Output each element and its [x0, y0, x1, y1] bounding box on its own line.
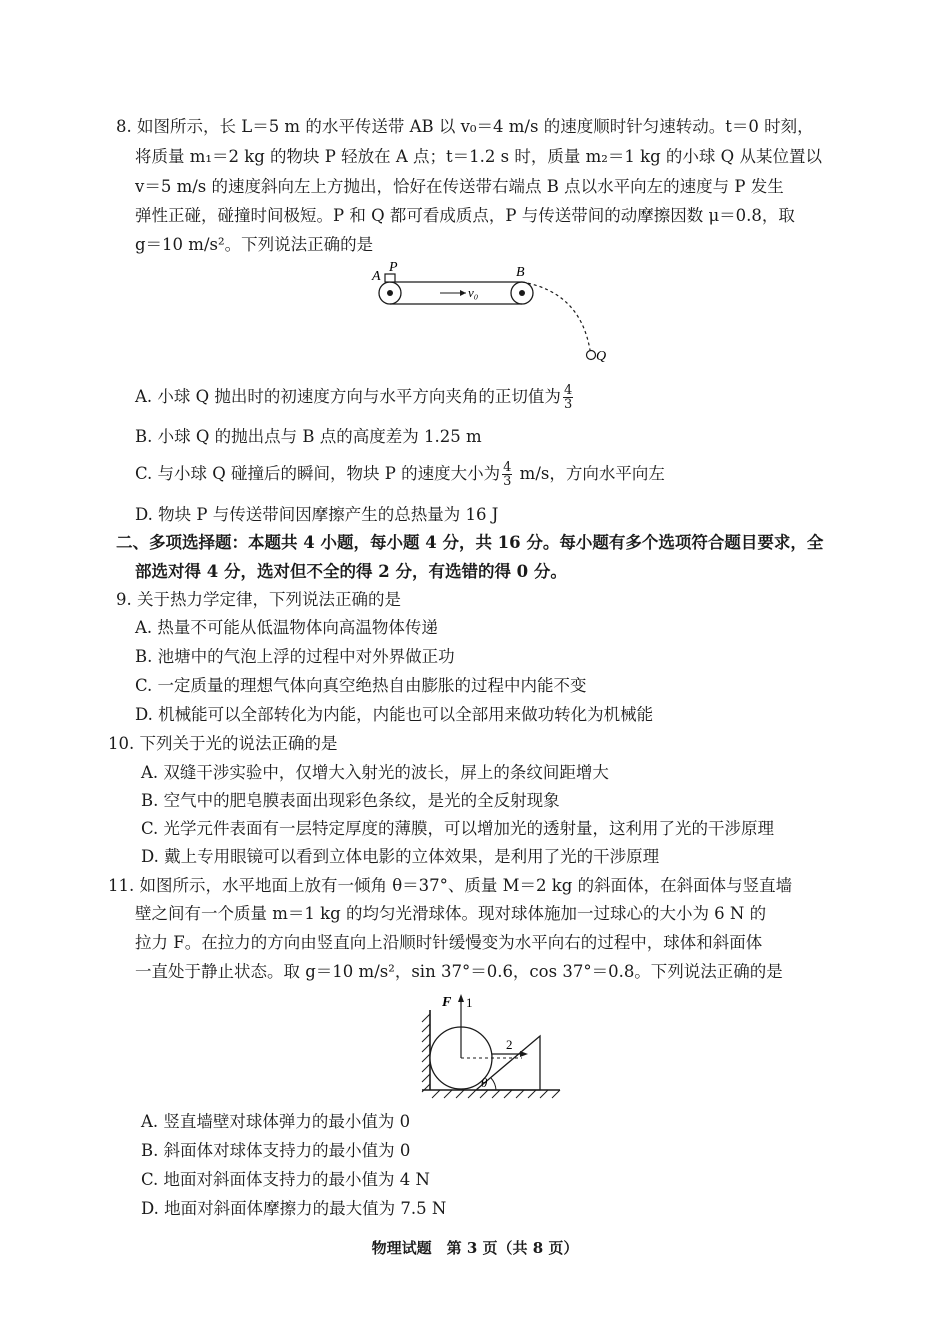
- block-p: [385, 274, 395, 282]
- label-v0: v₀: [468, 285, 479, 300]
- q9-stem: 9. 关于热力学定律，下列说法正确的是: [116, 590, 401, 609]
- q8-option-a-text: A. 小球 Q 抛出时的初速度方向与水平方向夹角的正切值为: [135, 387, 561, 406]
- q8-option-a: [135, 382, 575, 412]
- q11-option-c: C. 地面对斜面体支持力的最小值为 4 N: [141, 1170, 430, 1189]
- q10-stem: 10. 下列关于光的说法正确的是: [108, 734, 338, 753]
- q10-option-a: A. 双缝干涉实验中，仅增大入射光的波长，屏上的条纹间距增大: [141, 763, 609, 782]
- fraction-denominator: 3: [503, 474, 512, 489]
- q11-option-a: A. 竖直墙壁对球体弹力的最小值为 0: [141, 1112, 411, 1131]
- label-q: Q: [596, 349, 607, 364]
- fraction-numerator: 4: [503, 460, 512, 475]
- section-heading-line-2: 部选对得 4 分，选对但不全的得 2 分，有选错的得 0 分。: [135, 562, 567, 581]
- q10-option-d: D. 戴上专用眼镜可以看到立体电影的立体效果，是利用了光的干涉原理: [141, 847, 660, 866]
- label-2: 2: [506, 1037, 513, 1052]
- q8-stem-line-4: 弹性正碰，碰撞时间极短。P 和 Q 都可看成质点，P 与传送带间的动摩擦因数 μ＝0.8，取: [135, 206, 795, 225]
- q11-option-b: B. 斜面体对球体支持力的最小值为 0: [141, 1141, 411, 1160]
- q11-stem-line-1: 11. 如图所示，水平地面上放有一倾角 θ＝37°、质量 M＝2 kg 的斜面体，在斜面体与竖直墙: [108, 876, 793, 895]
- q8-stem-line-2: 将质量 m₁＝2 kg 的物块 P 轻放在 A 点；t＝1.2 s 时，质量 m₂＝1 kg 的小球 Q 从某位置以: [135, 147, 822, 166]
- q8-option-b: B. 小球 Q 的抛出点与 B 点的高度差为 1.25 m: [135, 427, 482, 446]
- q9-option-a: A. 热量不可能从低温物体向高温物体传递: [135, 618, 438, 637]
- conveyor-belt-figure: [360, 258, 620, 370]
- fraction-numerator: 4: [563, 383, 573, 398]
- ball-q: [587, 351, 596, 360]
- q10-option-b: B. 空气中的肥皂膜表面出现彩色条纹，是光的全反射现象: [141, 791, 560, 810]
- q11-option-d: D. 地面对斜面体摩擦力的最大值为 7.5 N: [141, 1199, 447, 1218]
- label-p: P: [389, 260, 398, 275]
- q8-option-c-tail: m/s，方向水平向左: [514, 464, 665, 483]
- q10-option-c: C. 光学元件表面有一层特定厚度的薄膜，可以增加光的透射量，这利用了光的干涉原理: [141, 819, 775, 838]
- sphere-incline-figure: [410, 990, 570, 1105]
- page-footer: 物理试题 第 3 页（共 8 页）: [371, 1239, 579, 1257]
- section-heading-line-1: 二、多项选择题：本题共 4 小题，每小题 4 分，共 16 分。每小题有多个选项符合题目要求，全: [116, 533, 824, 552]
- q8-option-c: [135, 459, 665, 489]
- q11-stem-line-4: 一直处于静止状态。取 g＝10 m/s²，sin 37°＝0.6，cos 37°＝0.8。下列说法正确的是: [135, 962, 783, 981]
- q9-option-d: D. 机械能可以全部转化为内能，内能也可以全部用来做功转化为机械能: [135, 705, 654, 724]
- q8-stem-line-5: g＝10 m/s²。下列说法正确的是: [135, 235, 374, 254]
- q8-option-d: D. 物块 P 与传送带间因摩擦产生的总热量为 16 J: [135, 505, 499, 524]
- fraction: [563, 384, 573, 411]
- q11-stem-line-2: 壁之间有一个质量 m＝1 kg 的均匀光滑球体。现对球体施加一过球心的大小为 6 N 的: [135, 904, 767, 923]
- q8-option-c-text: C. 与小球 Q 碰撞后的瞬间，物块 P 的速度大小为: [135, 464, 501, 483]
- label-a: A: [372, 269, 381, 284]
- q8-stem-line-3: v＝5 m/s 的速度斜向左上方抛出，恰好在传送带右端点 B 点以水平向左的速度与 P 发生: [135, 177, 784, 196]
- q9-option-c: C. 一定质量的理想气体向真空绝热自由膨胀的过程中内能不变: [135, 676, 587, 695]
- fraction-denominator: 3: [563, 397, 573, 412]
- fraction: [502, 461, 512, 488]
- label-f: F: [442, 995, 452, 1010]
- label-1: 1: [466, 995, 473, 1010]
- label-theta: θ: [481, 1075, 488, 1090]
- q11-stem-line-3: 拉力 F。在拉力的方向由竖直向上沿顺时针缓慢变为水平向右的过程中，球体和斜面体: [135, 933, 763, 952]
- q9-option-b: B. 池塘中的气泡上浮的过程中对外界做正功: [135, 647, 455, 666]
- label-b: B: [516, 265, 525, 280]
- q8-stem-line-1: 8. 如图所示，长 L＝5 m 的水平传送带 AB 以 v₀＝4 m/s 的速度顺时针匀速转动。t＝0 时刻，: [116, 117, 814, 136]
